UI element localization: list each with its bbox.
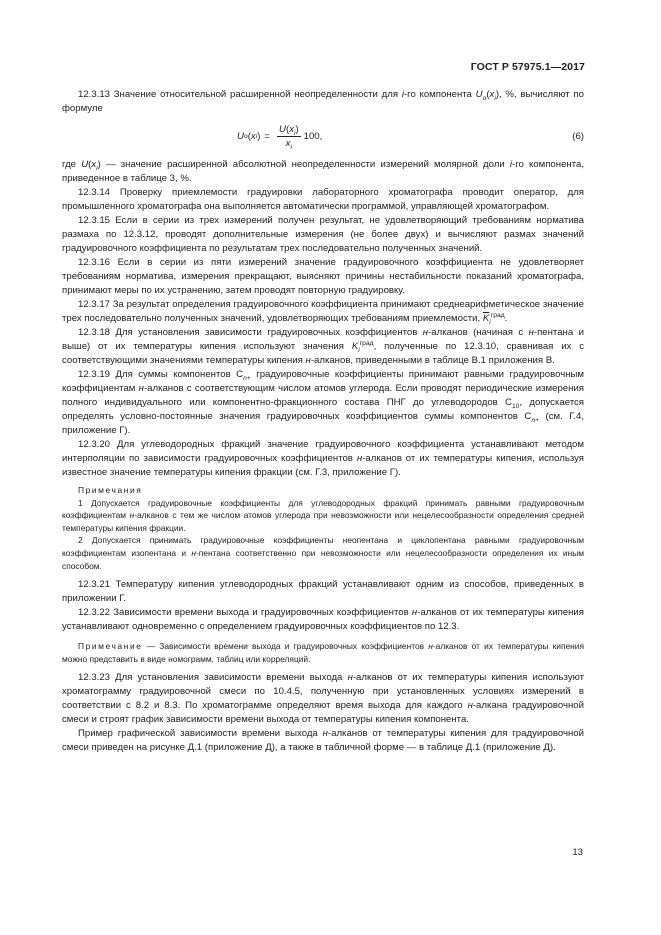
paragraph-12-3-23: 12.3.23 Для установления зависимости времени выхода н-алканов от их температуры кипения используют хроматограмму градуировочной смеси по 10.4.5, полученную при установленных условиях измерений в соответствии с 8.2 и 8.3. По хроматограмме определяют время выхода для каждого н-алкана градуировочной смеси и строят график зависимости времени выхода от температуры кипения компонента. bbox=[62, 672, 584, 726]
note-1: 1 Допускается градуировочные коэффициенты для углеводородных фракций принимать равными градуировочным коэффициентам н-алканов с тем же числом атомов углерода при невозможности или нецелесообразности определения средней температуры кипения фракции. bbox=[62, 497, 584, 533]
formula-6 bbox=[62, 122, 584, 156]
page-number: 13 bbox=[572, 847, 583, 858]
notes-title: Примечания bbox=[78, 485, 143, 495]
paragraph-12-3-18: 12.3.18 Для установления зависимости градуировочных коэффициентов н-алканов (начиная с н-пентана и выше) от их температуры кипения используют значения $K_i^{град}$, полученные по 12.3.10, сравнивая их с соответствующими значениями температуры кипения н-алканов, приведенными в таблице В.1 приложения В. bbox=[62, 327, 584, 366]
paragraph-12-3-20: 12.3.20 Для углеводородных фракций значение градуировочного коэффициента устанавливают методом интерполяции по зависимости градуировочных коэффициентов н-алканов от их температуры кипения, используя известное значение температуры кипения фракции (см. Г.3, приложение Г). bbox=[62, 439, 584, 478]
paragraph-12-3-14: 12.3.14 Проверку приемлемости градуировки лабораторного хроматографа проводит оператор, для промышленного хроматографа она выполняется автоматически программой, управляющей хроматографом. bbox=[62, 187, 584, 212]
paragraph-12-3-13: 12.3.13 Значение относительной расширенной неопределенности для i-го компонента $U_o(x_i)$, %, вычисляют по формуле bbox=[62, 89, 584, 114]
note-2: 2 Допускается принимать градуировочные коэффициенты неопентана и циклопентана равными градуировочным коэффициентам изопентана и н-пентана соответственно при невозможности или нецелесообразности определения их иным способом. bbox=[62, 535, 584, 571]
equation-number: (6) bbox=[572, 131, 584, 142]
note-single: Примечание — Зависимости времени выхода и градуировочных коэффициентов н-алканов от их температуры кипения можно представить в виде номограмм, таблиц или корреляций. bbox=[62, 641, 584, 664]
paragraph-12-3-17: 12.3.17 За результат определения градуировочного коэффициента принимают среднеарифметическое значение трех последовательно полученных значений, удовлетворяющих требованиям приемлемости, $\overline{K}_i^{град}$. bbox=[62, 299, 584, 326]
standard-header: ГОСТ Р 57975.1—2017 bbox=[470, 61, 585, 73]
formula-fraction: $\frac{U(x_i)}{x_i}$ bbox=[279, 124, 299, 151]
paragraph-12-3-21: 12.3.21 Температуру кипения углеводородных фракций устанавливают одним из способов, приведенных в приложении Г. bbox=[62, 579, 584, 605]
paragraph-12-3-15: 12.3.15 Если в серии из трех измерений получен результат, не удовлетворяющий требованиям норматива размаха по 12.3.12, проводят дополнительные измерения (не более двух) и вычисляют размах значений градуировочного коэффициента по результатам трех последовательно полученных значений. bbox=[62, 215, 584, 254]
notes-block bbox=[62, 484, 584, 572]
formula-expression: U o ( x i ) = $\frac{U(x_i)}{x_i}$ 100, bbox=[237, 124, 323, 151]
paragraph-12-3-19: 12.3.19 Для суммы компонентов $С_{n+}$ градуировочные коэффициенты принимают равными градуировочным коэффициентам н-алканов с соответствующим числом атомов углерода. Если проводят периодические измерения полного индивидуального или компонентно-фракционного состава ПНГ до углеводородов $С_{10}$, допускается определять условно-постоянные значения градуировочных коэффициентов суммы компонентов $С_{n+}$ (см. Г.4, приложение Г). bbox=[62, 369, 584, 436]
paragraph-example: Пример графической зависимости времени выхода н-алканов от температуры кипения для градуировочной смеси приведен на рисунке Д.1 (приложение Д), а также в табличной форме — в таблице Д.1 (приложение Д). bbox=[62, 728, 584, 754]
note-single-title: Примечание bbox=[78, 641, 143, 652]
formula-where-clause: где $U(x_i)$ — значение расширенной абсолютной неопределенности измерений молярной доли i-го компонента, приведенное в таблице 3, %. bbox=[62, 159, 584, 184]
paragraph-12-3-16: 12.3.16 Если в серии из пяти измерений значение градуировочного коэффициента не удовлетворяет требованиям норматива, измерения прекращают, выясняют причины нестабильности показаний хроматографа, принимают меры по их устранению, затем проводят повторную градуировку. bbox=[62, 257, 584, 296]
document-body bbox=[62, 88, 584, 755]
paragraph-12-3-22: 12.3.22 Зависимости времени выхода и градуировочных коэффициентов н-алканов от их температуры кипения устанавливают одновременно с определением градуировочных коэффициентов по 12.3. bbox=[62, 607, 584, 633]
